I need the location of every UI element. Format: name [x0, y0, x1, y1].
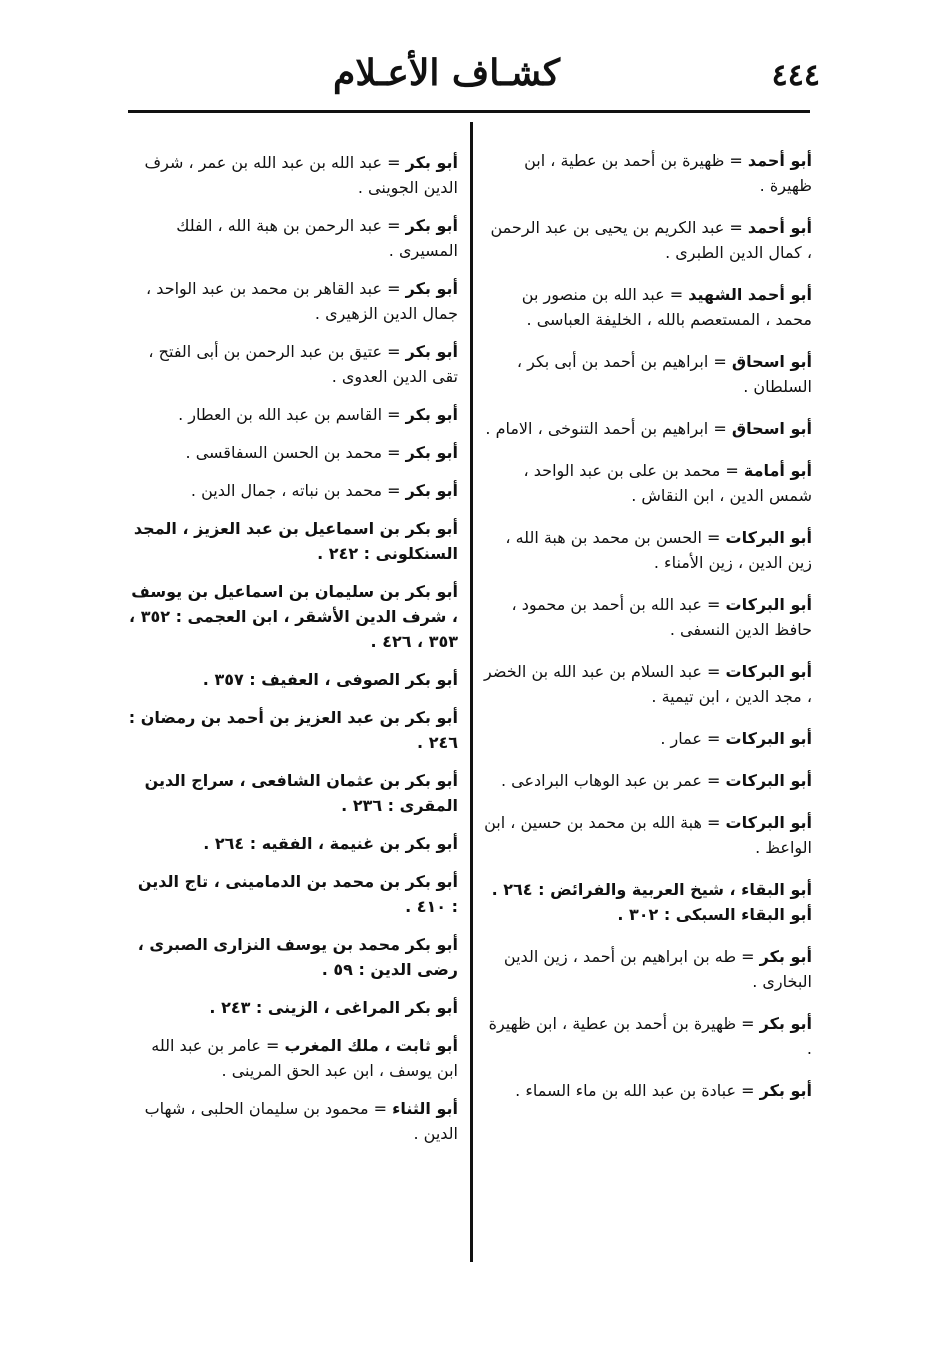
page-title: كشـاف الأعـلام — [333, 52, 560, 94]
entry-name: أبو ثابت ، ملك المغرب — [284, 1036, 458, 1055]
index-entry — [128, 276, 458, 326]
entry-text: = عبادة بن عبد الله بن ماء السماء . — [515, 1081, 755, 1100]
entry-text: = عبد الله بن عبد الله بن عمر ، شرف الدين الجوينى . — [144, 153, 458, 197]
entry-name: أبو البركات — [725, 528, 812, 547]
index-entry — [482, 349, 812, 399]
index-entry — [128, 831, 458, 856]
entry-name: أبو البركات — [725, 729, 812, 748]
entry-name: أبو بكر — [405, 153, 458, 172]
index-entry — [482, 810, 812, 860]
entry-name: أبو بكر — [759, 1081, 812, 1100]
entry-text: = عمر بن عبد الوهاب البرادعى . — [501, 771, 721, 790]
entry-text: = عبد الله بن أحمد بن محمود ، حافظ الدين النسفى . — [511, 595, 812, 639]
page-number: ٤٤٤ — [771, 58, 820, 93]
entry-name: أبو البقاء السبكى : ٣٠٢ . — [617, 905, 812, 924]
entry-name: أبو بكر بن غنيمة ، الفقيه : ٢٦٤ . — [203, 834, 458, 853]
entry-name: أبو بكر — [405, 342, 458, 361]
entry-text: = عبد الله بن منصور بن محمد ، المستعصم بالله ، الخليفة العباسى . — [521, 285, 812, 329]
entry-text: = محمد بن على بن عبد الواحد ، شمس الدين ، ابن النقاش . — [523, 461, 812, 505]
index-entry — [482, 1078, 812, 1103]
entry-text: = عامر بن عبد الله ابن يوسف ، ابن عبد الحق المرينى . — [151, 1036, 458, 1080]
entry-text: = محمد بن الحسن السفاقسى . — [185, 443, 401, 462]
index-entry — [128, 339, 458, 389]
entry-name: أبو اسحاق — [731, 352, 812, 371]
index-entry — [128, 705, 458, 755]
entry-name: أبو البركات — [725, 662, 812, 681]
entry-text: = القاسم بن عبد الله بن العطار . — [178, 405, 401, 424]
entry-name: أبو بكر — [405, 481, 458, 500]
index-entry — [128, 667, 458, 692]
entry-name: أبو بكر المراغى ، الزينى : ٢٤٣ . — [209, 998, 458, 1017]
index-entry — [128, 1096, 458, 1146]
entry-name: أبو أحمد — [747, 151, 812, 170]
index-entry — [482, 148, 812, 198]
entry-name: أبو بكر بن عثمان الشافعى ، سراج الدين المقرى : ٢٣٦ . — [144, 771, 458, 815]
entry-text: = عبد الكريم بن يحيى بن عبد الرحمن ، كمال الدين الطبرى . — [490, 218, 812, 262]
index-entry — [482, 1011, 812, 1061]
entry-text: = ظهيرة بن أحمد بن عطية ، ابن ظهيرة . — [524, 151, 812, 195]
index-entry — [482, 215, 812, 265]
entry-name: أبو البركات — [725, 813, 812, 832]
index-entry — [482, 659, 812, 709]
index-entry — [128, 516, 458, 566]
index-entry — [482, 902, 812, 927]
page-header — [120, 52, 820, 108]
index-entry — [128, 150, 458, 200]
entry-name: أبو بكر — [759, 1014, 812, 1033]
index-entry — [482, 877, 812, 902]
entry-text: = عتيق بن عبد الرحمن بن أبى الفتح ، تقى الدين العدوى . — [148, 342, 458, 386]
index-entry — [128, 1033, 458, 1083]
index-entry — [128, 440, 458, 465]
index-entry — [128, 402, 458, 427]
entry-name: أبو بكر بن عبد العزيز بن أحمد بن رمضان : ٢٤٦ . — [128, 708, 458, 752]
entry-name: أبو بكر الصوفى ، العفيف : ٣٥٧ . — [202, 670, 458, 689]
index-entry — [482, 525, 812, 575]
entry-name: أبو البقاء ، شيخ العربية والفرائض : ٢٦٤ . — [491, 880, 812, 899]
entry-name: أبو بكر — [405, 216, 458, 235]
index-entry — [128, 478, 458, 503]
index-entry — [482, 944, 812, 994]
entry-name: أبو بكر محمد بن يوسف النزارى الصبرى ، رضى الدين : ٥٩ . — [137, 935, 458, 979]
index-entry — [482, 726, 812, 751]
entry-text: = محمود بن سليمان الحلبى ، شهاب الدين . — [144, 1099, 458, 1143]
entry-name: أبو بكر بن محمد بن الدمامينى ، تاج الدين : ٤١٠ . — [137, 872, 458, 916]
entry-text: = عبد السلام بن عبد الله بن الخضر ، مجد الدين ، ابن تيمية . — [484, 662, 812, 706]
entry-text: = عبد الرحمن بن هبة الله ، الفلك المسيرى . — [176, 216, 458, 260]
entry-text: = ظهيرة بن أحمد بن عطية ، ابن ظهيرة . — [488, 1014, 812, 1058]
entry-name: أبو أحمد الشهيد — [688, 285, 812, 304]
index-entry — [482, 768, 812, 793]
entry-name: أبو أمامة — [743, 461, 812, 480]
entry-text: = ابراهيم بن أحمد التنوخى ، الامام . — [485, 419, 727, 438]
index-entry — [128, 579, 458, 654]
entry-text: = محمد بن نباته ، جمال الدين . — [190, 481, 401, 500]
entry-text: = هبة الله بن محمد بن حسين ، ابن الواعظ . — [484, 813, 812, 857]
left-column — [128, 150, 458, 1159]
index-entry — [128, 995, 458, 1020]
entry-name: أبو بكر — [405, 405, 458, 424]
index-entry — [482, 592, 812, 642]
entry-text: = عبد القاهر بن محمد بن عبد الواحد ، جمال الدين الزهيرى . — [146, 279, 458, 323]
entry-name: أبو بكر بن سليمان بن اسماعيل بن يوسف ، شرف الدين الأشقر ، ابن العجمى : ٣٥٢ ، ٣٥٣ ، ٤٢٦ . — [129, 582, 458, 651]
entry-name: أبو الثناء — [392, 1099, 458, 1118]
entry-text: = عمار . — [660, 729, 721, 748]
entry-name: أبو البركات — [725, 771, 812, 790]
index-entry — [482, 416, 812, 441]
index-entry — [128, 768, 458, 818]
index-entry — [482, 458, 812, 508]
index-entry — [128, 213, 458, 263]
index-entry — [128, 932, 458, 982]
entry-text: = طه بن ابراهيم بن أحمد ، زين الدين البخارى . — [503, 947, 812, 991]
header-rule — [128, 110, 810, 113]
entry-name: أبو البركات — [725, 595, 812, 614]
right-column — [482, 148, 812, 1120]
entry-name: أبو بكر — [759, 947, 812, 966]
entry-name: أبو بكر بن اسماعيل بن عبد العزيز ، المجد السنكلونى : ٢٤٢ . — [133, 519, 458, 563]
entry-name: أبو أحمد — [747, 218, 812, 237]
column-divider — [470, 122, 473, 1262]
index-entry — [482, 282, 812, 332]
entry-text: = ابراهيم بن أحمد بن أبى بكر ، السلطان . — [516, 352, 812, 396]
entry-name: أبو بكر — [405, 443, 458, 462]
index-entry — [128, 869, 458, 919]
entry-name: أبو بكر — [405, 279, 458, 298]
entry-text: = الحسن بن محمد بن هبة الله ، زين الدين ، زين الأمناء . — [505, 528, 812, 572]
entry-name: أبو اسحاق — [731, 419, 812, 438]
